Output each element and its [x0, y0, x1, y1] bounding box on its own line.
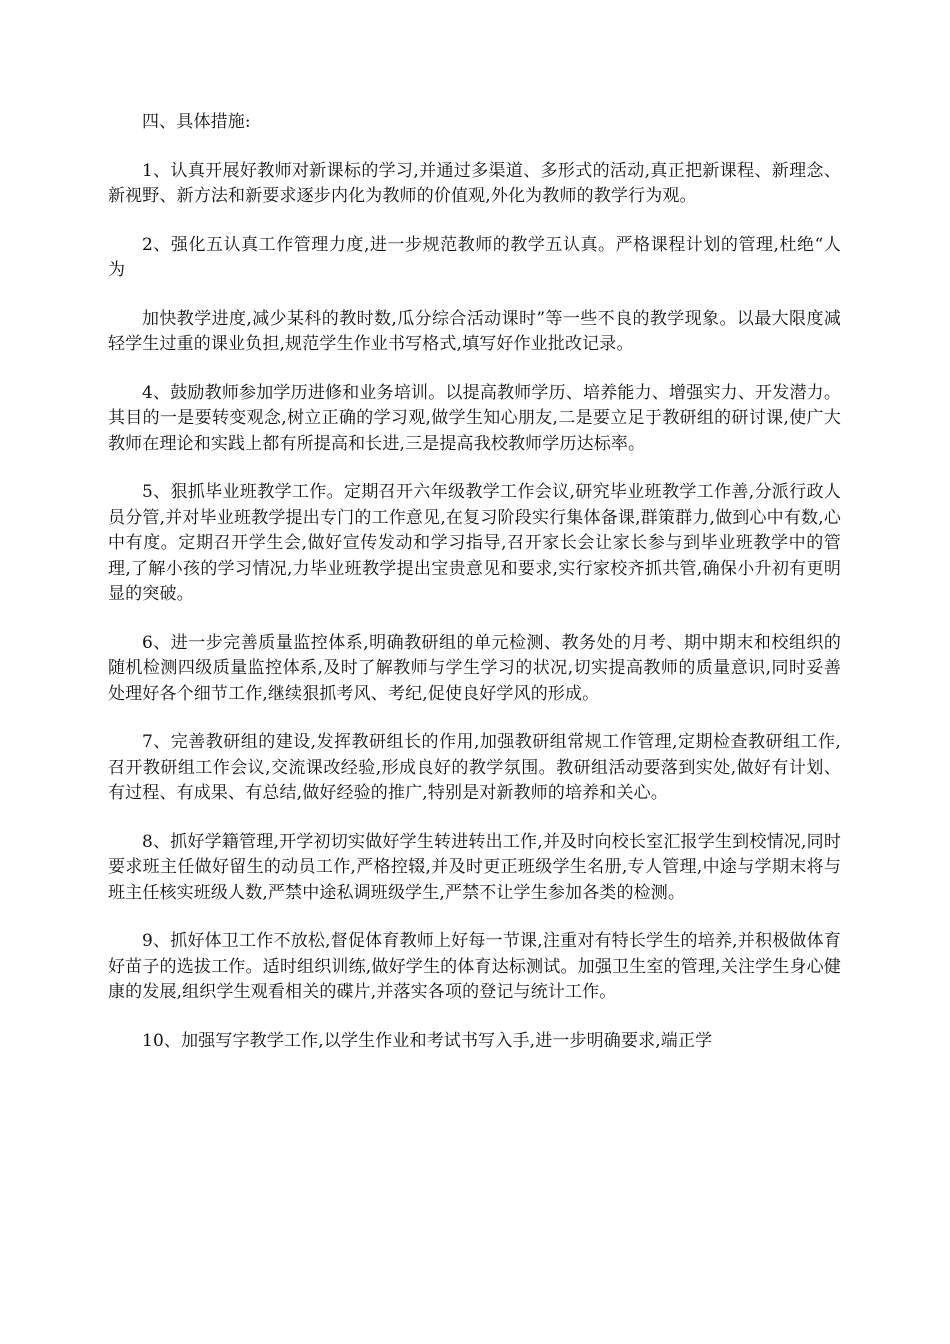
section-heading: 四、具体措施:	[142, 112, 251, 132]
paragraph-10: 10、加强写字教学工作,以学生作业和考试书写入手,进一步明确要求,端正学	[142, 1030, 713, 1051]
document-page	[108, 110, 841, 1077]
paragraph-1: 1、认真开展好教师对新课标的学习,并通过多渠道、多形式的活动,真正把新课程、新理念、新视野、新方法和新要求逐步内化为教师的价值观,外化为教师的教学行为观。	[108, 160, 841, 206]
paragraph-2: 2、强化五认真工作管理力度,进一步规范教师的教学五认真。严格课程计划的管理,杜绝“人为	[108, 234, 841, 280]
paragraph-7: 7、完善教研组的建设,发挥教研组长的作用,加强教研组常规工作管理,定期检查教研组工作,召开教研组工作会议,交流课改经验,形成良好的教学氛围。教研组活动要落到实处,做好有计划、有过程、有成果、有总结,做好经验的推广,特别是对新教师的培养和关心。	[108, 732, 841, 803]
paragraph-5: 5、狠抓毕业班教学工作。定期召开六年级教学工作会议,研究毕业班教学工作善,分派行政人员分管,并对毕业班教学提出专门的工作意见,在复习阶段实行集体备课,群策群力,做到心中有数,心中有度。定期召开学生会,做好宣传发动和学习指导,召开家长会让家长参与到毕业班教学中的管理,了解小孩的学习情况,力毕业班教学提出宝贵意见和要求,实行家校齐抓共管,确保小升初有更明显的突破。	[108, 482, 841, 604]
paragraph-9: 9、抓好体卫工作不放松,督促体育教师上好每一节课,注重对有特长学生的培养,并积极做体育好苗子的选拔工作。适时组织训练,做好学生的体育达标测试。加强卫生室的管理,关注学生身心健康的发展,组织学生观看相关的碟片,并落实各项的登记与统计工作。	[108, 931, 841, 1002]
paragraph-3: 加快教学进度,减少某科的教时数,瓜分综合活动课时”等一些不良的教学现象。以最大限度减轻学生过重的课业负担,规范学生作业书写格式,填写好作业批改记录。	[108, 308, 841, 354]
paragraph-8: 8、抓好学籍管理,开学初切实做好学生转进转出工作,并及时向校长室汇报学生到校情况,同时要求班主任做好留生的动员工作,严格控辍,并及时更正班级学生名册,专人管理,中途与学期末将与班主任核实班级人数,严禁中途私调班级学生,严禁不让学生参加各类的检测。	[108, 831, 841, 903]
paragraph-6: 6、进一步完善质量监控体系,明确教研组的单元检测、教务处的月考、期中期末和校组织的随机检测四级质量监控体系,及时了解教师与学生学习的状况,切实提高教师的质量意识,同时妥善处理好各个细节工作,继续狠抓考风、考纪,促使良好学风的形成。	[108, 632, 841, 704]
paragraph-4: 4、鼓励教师参加学历进修和业务培训。以提高教师学历、培养能力、增强实力、开发潜力。其目的一是要转变观念,树立正确的学习观,做学生知心朋友,二是要立足于教研组的研讨课,使广大教师在理论和实践上都有所提高和长进,三是提高我校教师学历达标率。	[108, 382, 841, 454]
